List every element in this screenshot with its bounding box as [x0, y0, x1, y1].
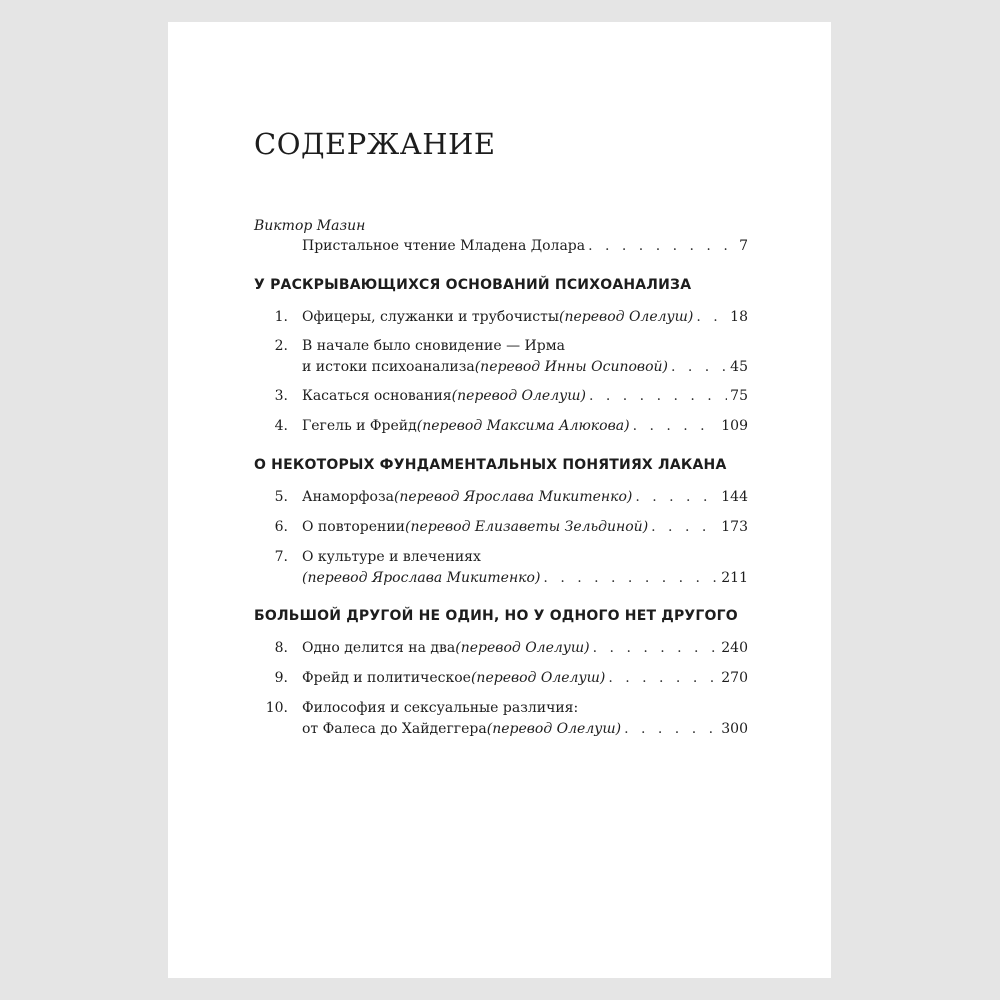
entry-title: Офицеры, служанки и трубочисты	[302, 309, 560, 325]
page-number: 7	[739, 238, 748, 254]
entry-translation: (перевод Олелуш)	[486, 721, 622, 737]
intro-author-line	[254, 215, 748, 237]
page-title: СОДЕРЖАНИЕ	[254, 127, 496, 161]
toc-entry-4[interactable]	[254, 415, 748, 437]
dot-leader	[543, 567, 718, 589]
entry-title: Одно делится на два	[302, 640, 456, 656]
entry-translation: (перевод Олелуш)	[451, 388, 586, 404]
entry-title: Философия и сексуальные различия:	[302, 700, 579, 716]
dot-leader	[635, 486, 718, 508]
entry-translation: (перевод Олелуш)	[470, 670, 606, 686]
section-heading-2: О НЕКОТОРЫХ ФУНДАМЕНТАЛЬНЫХ ПОНЯТИЯХ ЛАКАНА	[254, 457, 727, 473]
entry-translation: (перевод Олелуш)	[455, 640, 590, 656]
entry-number: 8.	[274, 640, 288, 656]
page-number: 75	[730, 388, 748, 404]
dot-leader	[651, 516, 718, 538]
dot-leader	[633, 415, 719, 437]
toc-entry-7-line-1[interactable]	[254, 546, 748, 568]
page-number: 45	[730, 359, 748, 375]
page-number: 300	[721, 721, 748, 737]
entry-title: Гегель и Фрейд	[302, 418, 417, 434]
dot-leader	[589, 385, 727, 407]
entry-number: 3.	[274, 388, 288, 404]
entry-title: Пристальное чтение Младена Долара	[302, 238, 586, 254]
entry-number: 10.	[265, 700, 288, 716]
entry-title-continued: и истоки психоанализа	[302, 359, 475, 375]
entry-number: 4.	[274, 418, 288, 434]
toc-entry-8[interactable]	[254, 637, 748, 659]
entry-number: 6.	[274, 519, 288, 535]
toc-entry-7-line-2[interactable]	[254, 567, 748, 589]
page-number: 240	[721, 640, 748, 656]
toc-entry-3[interactable]	[254, 385, 748, 407]
toc-entry-6[interactable]	[254, 516, 748, 538]
dot-leader	[593, 637, 719, 659]
toc-entry-5[interactable]	[254, 486, 748, 508]
entry-number: 9.	[274, 670, 288, 686]
toc-entry-10-line-2[interactable]	[254, 718, 748, 740]
entry-title: О культуре и влечениях	[302, 549, 481, 565]
entry-number: 5.	[274, 489, 288, 505]
page-number: 211	[721, 570, 748, 586]
entry-title-continued: от Фалеса до Хайдеггера	[302, 721, 487, 737]
entry-translation: (перевод Максима Алюкова)	[416, 418, 630, 434]
dot-leader	[671, 356, 727, 378]
toc-entry-2-line-1[interactable]	[254, 335, 748, 357]
page-number: 109	[721, 418, 748, 434]
dot-leader	[696, 306, 727, 328]
toc-entry-1[interactable]	[254, 306, 748, 328]
page-number: 18	[730, 309, 748, 325]
toc-entry-9[interactable]	[254, 667, 748, 689]
page-number: 144	[721, 489, 748, 505]
entry-title: В начале было сновидение — Ирма	[302, 338, 565, 354]
entry-number: 2.	[274, 338, 288, 354]
entry-translation: (перевод Олелуш)	[559, 309, 694, 325]
entry-translation: (перевод Ярослава Микитенко)	[393, 489, 633, 505]
dot-leader	[588, 235, 736, 257]
entry-title: Анаморфоза	[302, 489, 394, 505]
intro-author: Виктор Мазин	[254, 218, 366, 234]
entry-title: Касаться основания	[302, 388, 452, 404]
page-number: 173	[721, 519, 748, 535]
page-number: 270	[721, 670, 748, 686]
dot-leader	[624, 718, 718, 740]
entry-translation: (перевод Ярослава Микитенко)	[302, 570, 541, 586]
entry-number: 7.	[274, 549, 288, 565]
book-page	[168, 22, 831, 978]
toc-entry-2-line-2[interactable]	[254, 356, 748, 378]
toc-entry-intro[interactable]	[254, 235, 748, 257]
toc-entry-10-line-1[interactable]	[254, 697, 748, 719]
entry-translation: (перевод Инны Осиповой)	[474, 359, 668, 375]
entry-number: 1.	[274, 309, 288, 325]
entry-title: О повторении	[302, 519, 405, 535]
section-heading-3: БОЛЬШОЙ ДРУГОЙ НЕ ОДИН, НО У ОДНОГО НЕТ ДРУГОГО	[254, 608, 738, 624]
dot-leader	[608, 667, 718, 689]
entry-translation: (перевод Елизаветы Зельдиной)	[404, 519, 649, 535]
entry-title: Фрейд и политическое	[302, 670, 471, 686]
section-heading-1: У РАСКРЫВАЮЩИХСЯ ОСНОВАНИЙ ПСИХОАНАЛИЗА	[254, 277, 692, 293]
